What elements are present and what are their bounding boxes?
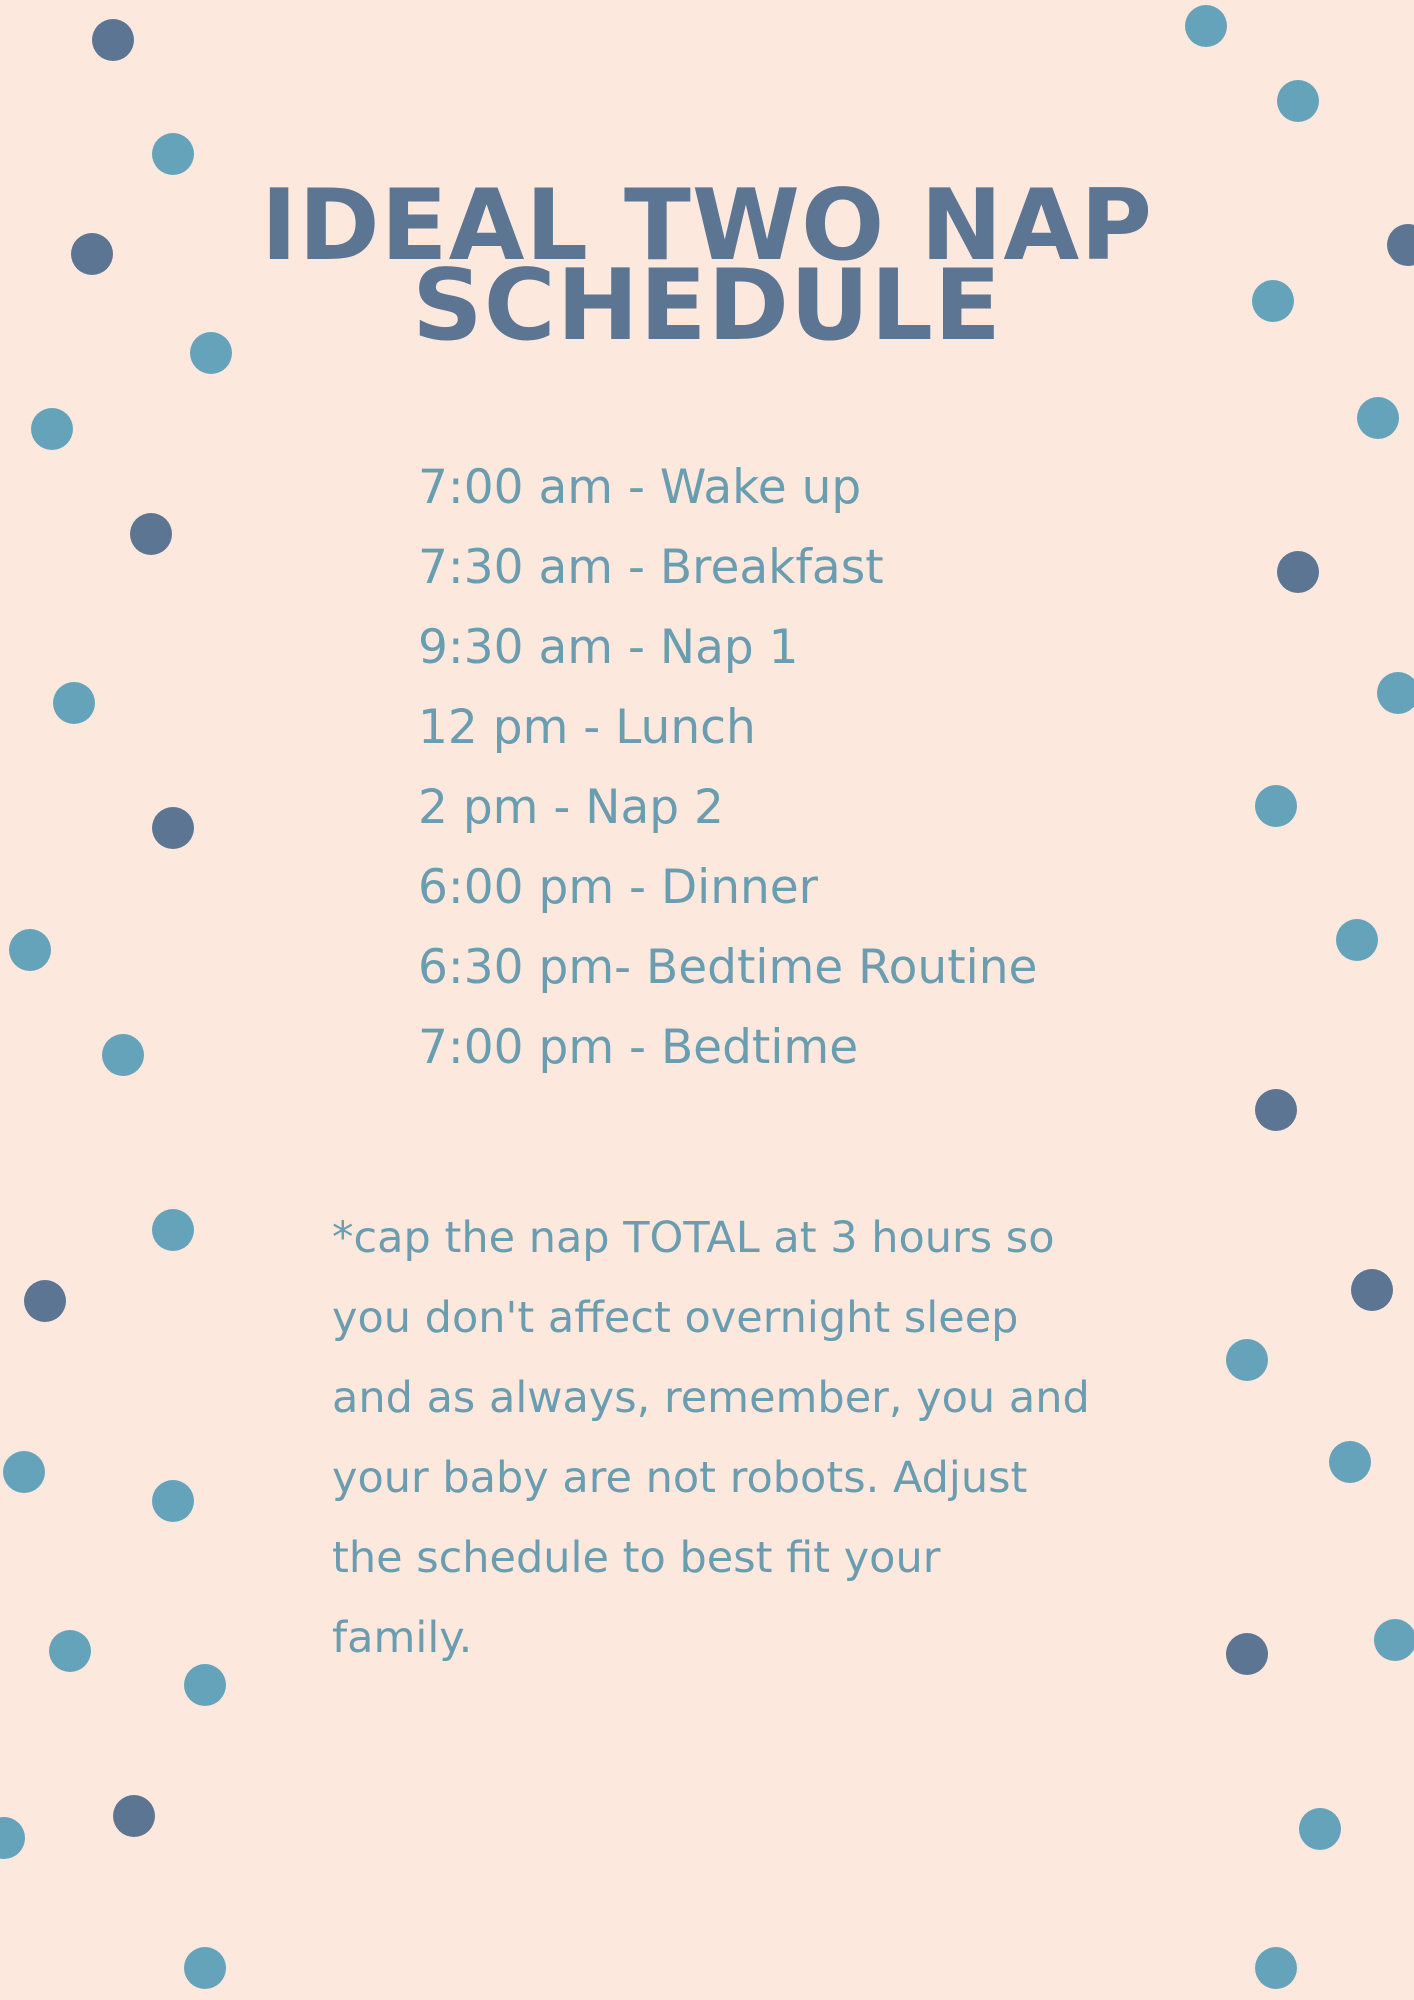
polka-dot	[152, 1209, 194, 1251]
polka-dot	[1374, 1619, 1414, 1661]
title-line-2: SCHEDULE	[412, 249, 1002, 363]
polka-dot	[1185, 5, 1227, 47]
polka-dot	[1329, 1441, 1371, 1483]
polka-dot	[1255, 785, 1297, 827]
note-line-4: your baby are not robots. Adjust	[332, 1453, 1028, 1503]
note-line-1: *cap the nap TOTAL at 3 hours so	[332, 1213, 1055, 1263]
note-line-5: the schedule to best fit your	[332, 1533, 941, 1583]
schedule-item-lunch: 12 pm - Lunch	[418, 700, 756, 755]
title-line-1: IDEAL TWO NAP	[260, 169, 1154, 283]
polka-dot	[1299, 1808, 1341, 1850]
polka-dot	[1351, 1269, 1393, 1311]
schedule-item-bedtime-routine: 6:30 pm- Bedtime Routine	[418, 940, 1038, 995]
schedule-item-breakfast: 7:30 am - Breakfast	[418, 540, 884, 595]
polka-dot	[113, 1795, 155, 1837]
polka-dot	[0, 1817, 25, 1859]
nap-note	[332, 1198, 1212, 1678]
polka-dot	[1377, 672, 1414, 714]
page-title	[0, 169, 1414, 363]
schedule-item-dinner: 6:00 pm - Dinner	[418, 860, 819, 915]
schedule-item-wake-up: 7:00 am - Wake up	[418, 460, 862, 515]
note-line-2: you don't affect overnight sleep	[332, 1293, 1019, 1343]
polka-dot	[184, 1664, 226, 1706]
polka-dot	[184, 1947, 226, 1989]
schedule-item-bedtime: 7:00 pm - Bedtime	[418, 1020, 859, 1075]
schedule-list	[418, 448, 1037, 1088]
schedule-item-nap-2: 2 pm - Nap 2	[418, 780, 724, 835]
polka-dot	[3, 1451, 45, 1493]
note-line-6: family.	[332, 1613, 473, 1663]
polka-dot	[1255, 1947, 1297, 1989]
polka-dot	[130, 513, 172, 555]
polka-dot	[1255, 1089, 1297, 1131]
polka-dot	[24, 1280, 66, 1322]
polka-dot	[102, 1034, 144, 1076]
polka-dot	[1226, 1339, 1268, 1381]
note-line-3: and as always, remember, you and	[332, 1373, 1090, 1423]
polka-dot	[49, 1630, 91, 1672]
polka-dot	[1336, 919, 1378, 961]
polka-dot	[31, 408, 73, 450]
polka-dot	[53, 682, 95, 724]
polka-dot	[152, 133, 194, 175]
polka-dot	[1277, 551, 1319, 593]
polka-dot	[152, 1480, 194, 1522]
polka-dot	[152, 807, 194, 849]
schedule-item-nap-1: 9:30 am - Nap 1	[418, 620, 799, 675]
polka-dot	[1357, 397, 1399, 439]
polka-dot	[1226, 1633, 1268, 1675]
polka-dot	[1277, 80, 1319, 122]
polka-dot	[9, 929, 51, 971]
polka-dot	[92, 19, 134, 61]
